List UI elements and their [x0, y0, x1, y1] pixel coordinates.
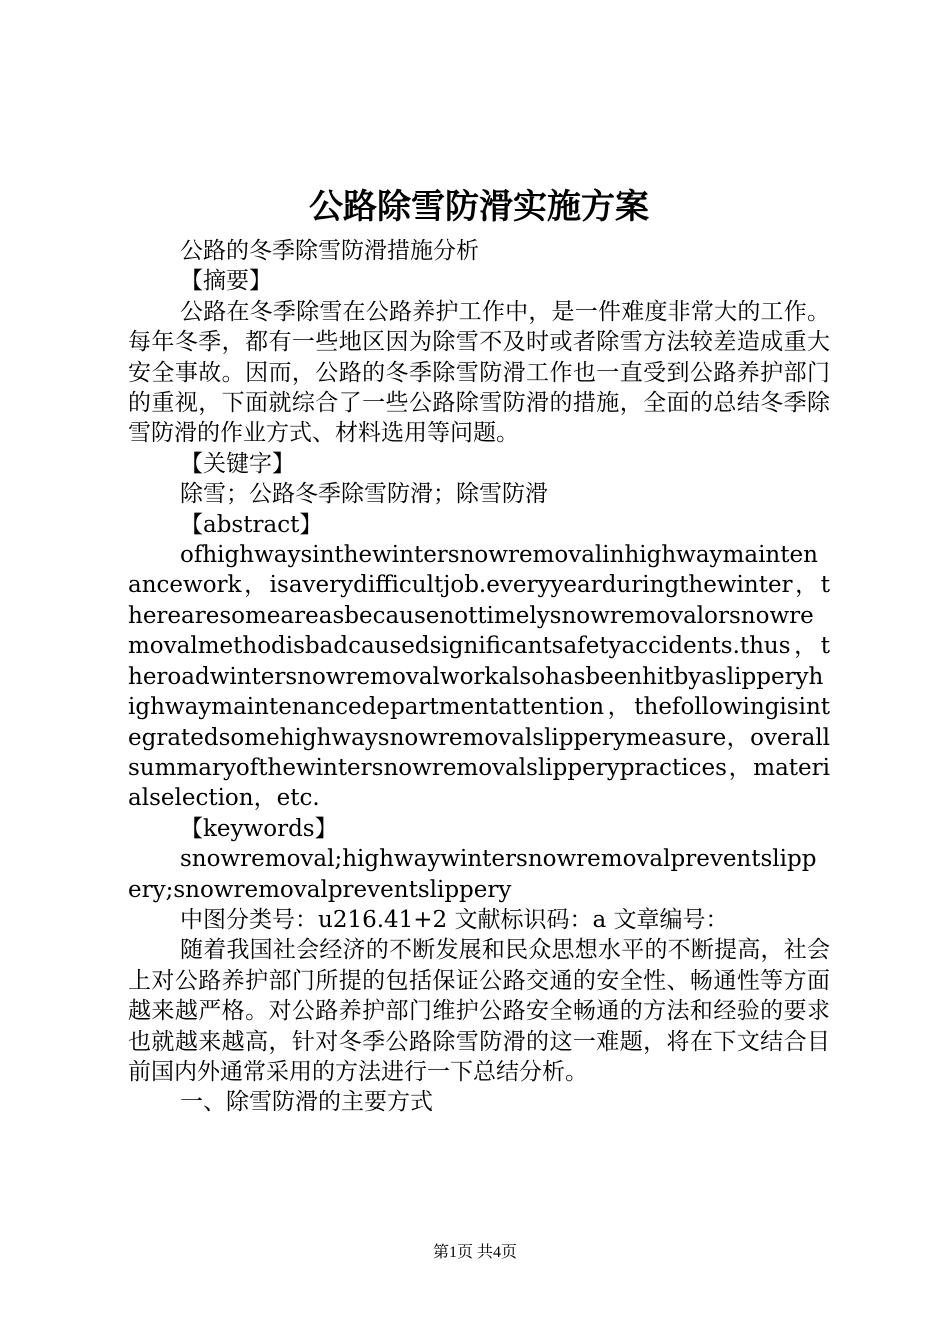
paragraph-classification: 中图分类号：u216.41+2 文献标识码：a 文章编号： — [180, 906, 729, 933]
paragraph-subtitle: 公路的冬季除雪防滑措施分析 — [180, 238, 479, 264]
paragraph-abstract-en-heading: 【abstract】 — [180, 511, 323, 538]
paragraph-keywords-heading: 【关键字】 — [180, 450, 295, 477]
paragraph-keywords-en-heading: 【keywords】 — [180, 815, 338, 842]
paragraph-keywords: 除雪；公路冬季除雪防滑；除雪防滑 — [180, 481, 548, 508]
paragraph-abstract-heading: 【摘要】 — [180, 268, 272, 295]
document-page — [128, 0, 830, 1344]
section-heading: 一、除雪防滑的主要方式 — [180, 1089, 433, 1116]
document-body — [128, 236, 830, 1118]
paragraph-keywords-en: snowremoval;highwaywintersnowremovalpreventslippery;snowremovalpreventslippery — [128, 846, 817, 903]
document-title: 公路除雪防滑实施方案 — [309, 187, 649, 227]
page-footer: 第1页 共4页 — [432, 1244, 517, 1261]
paragraph-introduction: 随着我国社会经济的不断发展和民众思想水平的不断提高，社会上对公路养护部门所提的包括保证公路交通的安全性、畅通性等方面越来越严格。对公路养护部门维护公路安全畅通的方法和经验的要求也就越来越高，针对冬季公路除雪防滑的这一难题，将在下文结合目前国内外通常采用的方法进行一下总结分析。 — [128, 937, 830, 1085]
paragraph-abstract: 公路在冬季除雪在公路养护工作中，是一件难度非常大的工作。每年冬季，都有一些地区因为除雪不及时或者除雪方法较差造成重大安全事故。因而，公路的冬季除雪防滑工作也一直受到公路养护部门的重视，下面就综合了一些公路除雪防滑的措施，全面的总结冬季除雪防滑的作业方式、材料选用等问题。 — [128, 298, 830, 447]
paragraph-abstract-en: ofhighwaysinthewintersnowremovalinhighwaymaintenancework，isaverydifficultjob.everyyearduringthewinter，therearesomeareasbecausenottimelysnowremovalorsnowremovalmethodisbadcausedsignificantsafetyaccidents.thus，theroadwintersnowremovalworkalsohasbeenhitbyaslipperyhighwaymaintenancedepartmentattention，thefollowingisintegratedsomehighwaysnowremovalslipperymeasure，overallsummaryofthewintersnowremovalslipperypractices，materialselection，etc. — [128, 542, 830, 812]
